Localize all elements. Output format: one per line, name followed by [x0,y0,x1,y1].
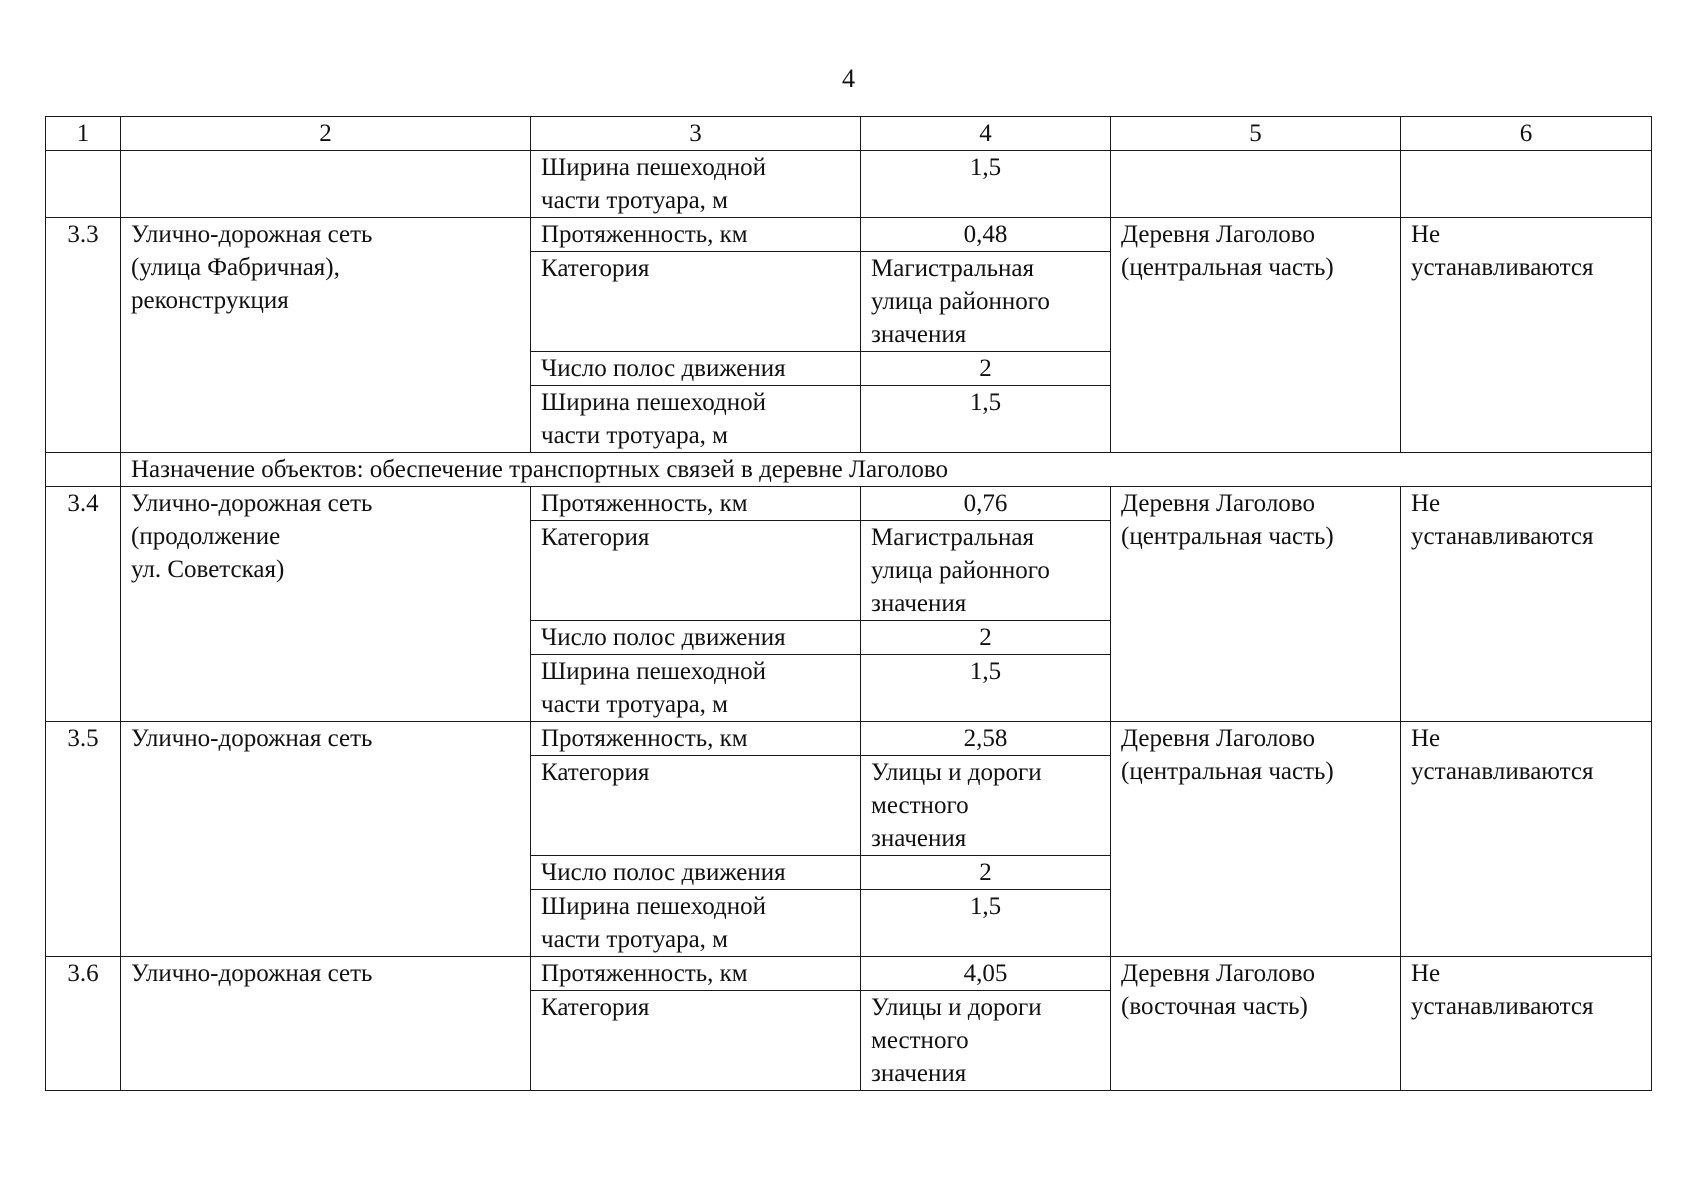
characteristic-label: Число полос движения [531,621,861,655]
characteristic-label: Категория [531,521,861,621]
characteristic-value: 2 [861,352,1111,386]
table-row [46,487,1652,521]
row-number-cell: 3.4 [46,487,121,722]
location-cell: Деревня Лаголово (восточная часть) [1111,957,1401,1091]
zones-cell: Не устанавливаются [1401,487,1652,722]
table-header-row [46,117,1652,151]
characteristic-value: 4,05 [861,957,1111,991]
location-cell [1111,151,1401,218]
object-name-cell: Улично-дорожная сеть (продолжение ул. Советская) [121,487,531,722]
column-header: 4 [861,117,1111,151]
row-number-cell: 3.3 [46,218,121,453]
table-row [46,957,1652,991]
object-name-cell: Улично-дорожная сеть [121,722,531,957]
column-header: 1 [46,117,121,151]
characteristic-label: Протяженность, км [531,218,861,252]
characteristic-value: 2 [861,621,1111,655]
characteristic-label: Протяженность, км [531,957,861,991]
characteristic-label: Ширина пешеходной части тротуара, м [531,386,861,453]
characteristic-value: 1,5 [861,890,1111,957]
characteristic-label: Протяженность, км [531,487,861,521]
characteristic-value: 0,48 [861,218,1111,252]
characteristic-label: Ширина пешеходной части тротуара, м [531,655,861,722]
characteristic-label: Категория [531,991,861,1091]
column-header: 6 [1401,117,1652,151]
characteristic-label: Протяженность, км [531,722,861,756]
zones-cell: Не устанавливаются [1401,722,1652,957]
characteristic-value: 1,5 [861,386,1111,453]
characteristic-value: Улицы и дороги местного значения [861,756,1111,856]
zones-cell [1401,151,1652,218]
column-header: 3 [531,117,861,151]
object-name-cell: Улично-дорожная сеть [121,957,531,1091]
row-number-cell: 3.6 [46,957,121,1091]
object-name-cell: Улично-дорожная сеть (улица Фабричная), реконструкция [121,218,531,453]
zones-cell: Не устанавливаются [1401,218,1652,453]
table-row [46,722,1652,756]
characteristic-label: Ширина пешеходной части тротуара, м [531,151,861,218]
characteristic-value: Улицы и дороги местного значения [861,991,1111,1091]
column-header: 5 [1111,117,1401,151]
characteristic-value: 1,5 [861,655,1111,722]
characteristic-label: Число полос движения [531,856,861,890]
row-number-cell [46,151,121,218]
object-name-cell [121,151,531,218]
location-cell: Деревня Лаголово (центральная часть) [1111,218,1401,453]
location-cell: Деревня Лаголово (центральная часть) [1111,722,1401,957]
zones-cell: Не устанавливаются [1401,957,1652,1091]
objects-table [45,116,1652,1091]
location-cell: Деревня Лаголово (центральная часть) [1111,487,1401,722]
table-row [46,218,1652,252]
row-number-cell: 3.5 [46,722,121,957]
table-row [46,453,1652,487]
characteristic-value: 1,5 [861,151,1111,218]
purpose-cell: Назначение объектов: обеспечение транспортных связей в деревне Лаголово [121,453,1652,487]
row-number-cell [46,453,121,487]
characteristic-value: Магистральная улица районного значения [861,521,1111,621]
characteristic-label: Категория [531,756,861,856]
column-header: 2 [121,117,531,151]
characteristic-value: 2,58 [861,722,1111,756]
page-number: 4 [842,64,855,93]
table-row [46,151,1652,218]
characteristic-value: Магистральная улица районного значения [861,252,1111,352]
characteristic-label: Число полос движения [531,352,861,386]
characteristic-label: Ширина пешеходной части тротуара, м [531,890,861,957]
characteristic-label: Категория [531,252,861,352]
characteristic-value: 0,76 [861,487,1111,521]
characteristic-value: 2 [861,856,1111,890]
